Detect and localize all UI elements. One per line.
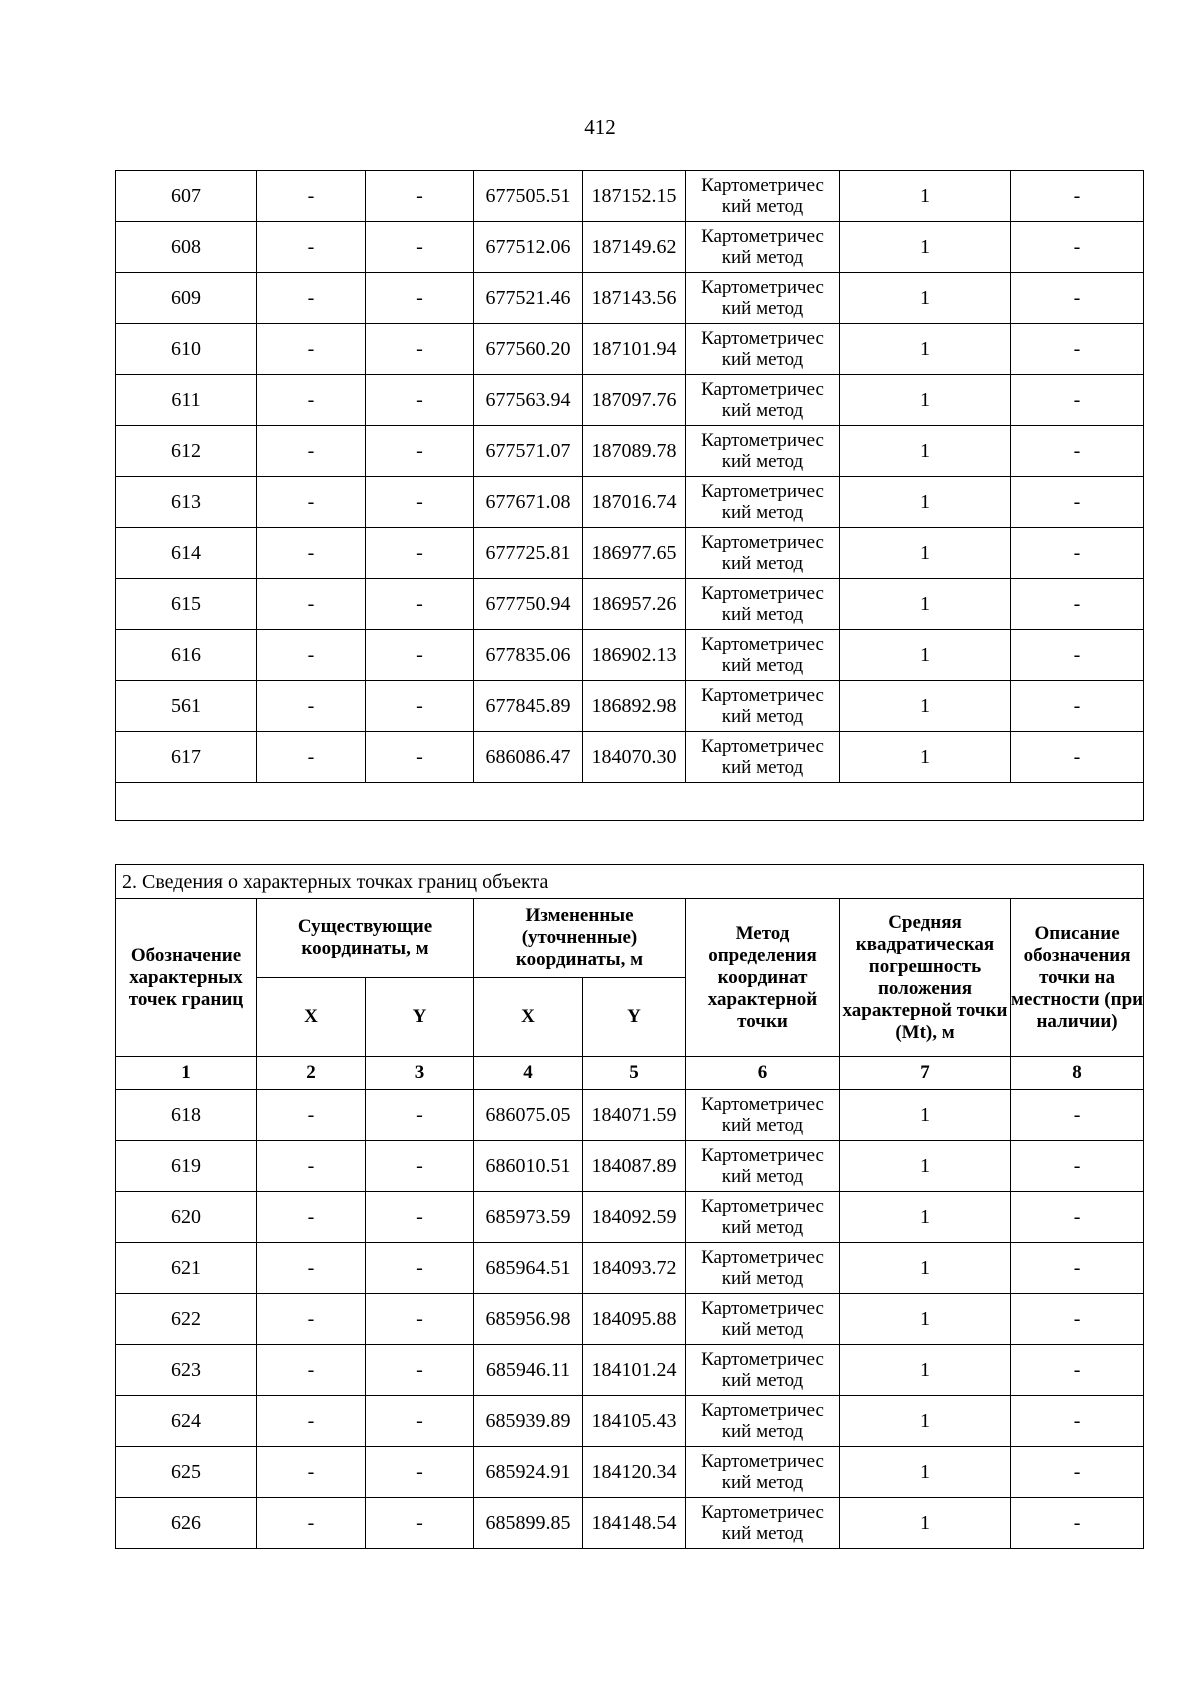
description-cell: - [1011, 1090, 1144, 1141]
changed-x-cell: 686075.05 [474, 1090, 583, 1141]
point-id-cell: 615 [116, 579, 257, 630]
table-row [116, 1396, 1144, 1447]
mt-cell: 1 [840, 1294, 1011, 1345]
empty-cell [116, 783, 1144, 821]
description-cell: - [1011, 681, 1144, 732]
description-cell: - [1011, 171, 1144, 222]
existing-x-cell: - [257, 1447, 366, 1498]
changed-y-cell: 187149.62 [583, 222, 686, 273]
changed-y-cell: 186957.26 [583, 579, 686, 630]
existing-x-cell: - [257, 171, 366, 222]
header-changed-x: X [474, 978, 583, 1057]
existing-y-cell: - [366, 630, 474, 681]
existing-y-cell: - [366, 1498, 474, 1549]
changed-x-cell: 685946.11 [474, 1345, 583, 1396]
existing-x-cell: - [257, 1345, 366, 1396]
existing-y-cell: - [366, 1192, 474, 1243]
point-id-cell: 619 [116, 1141, 257, 1192]
changed-x-cell: 685939.89 [474, 1396, 583, 1447]
method-cell: Картометричес кий метод [686, 1141, 840, 1192]
mt-cell: 1 [840, 732, 1011, 783]
point-id-cell: 617 [116, 732, 257, 783]
page-number: 412 [584, 115, 616, 139]
method-cell: Картометричес кий метод [686, 426, 840, 477]
table-row [116, 222, 1144, 273]
existing-x-cell: - [257, 273, 366, 324]
mt-cell: 1 [840, 375, 1011, 426]
existing-x-cell: - [257, 630, 366, 681]
mt-cell: 1 [840, 528, 1011, 579]
header-existing-x: X [257, 978, 366, 1057]
existing-y-cell: - [366, 1243, 474, 1294]
point-id-cell: 613 [116, 477, 257, 528]
changed-y-cell: 187016.74 [583, 477, 686, 528]
point-id-cell: 626 [116, 1498, 257, 1549]
column-numbers-row [116, 1057, 1144, 1090]
column-number: 6 [686, 1057, 840, 1090]
changed-x-cell: 677563.94 [474, 375, 583, 426]
changed-x-cell: 677750.94 [474, 579, 583, 630]
table-row [116, 273, 1144, 324]
column-number: 8 [1011, 1057, 1144, 1090]
empty-row [116, 783, 1144, 821]
changed-x-cell: 685899.85 [474, 1498, 583, 1549]
existing-x-cell: - [257, 1090, 366, 1141]
table-row [116, 630, 1144, 681]
header-row-1 [116, 899, 1144, 978]
changed-y-cell: 184087.89 [583, 1141, 686, 1192]
header-existing-y: Y [366, 978, 474, 1057]
method-cell: Картометричес кий метод [686, 1090, 840, 1141]
description-cell: - [1011, 324, 1144, 375]
changed-x-cell: 685964.51 [474, 1243, 583, 1294]
table-title: 2. Сведения о характерных точках границ объекта [116, 865, 1144, 899]
existing-y-cell: - [366, 273, 474, 324]
method-cell: Картометричес кий метод [686, 324, 840, 375]
table-row [116, 732, 1144, 783]
table-row [116, 1294, 1144, 1345]
existing-y-cell: - [366, 1345, 474, 1396]
existing-x-cell: - [257, 1498, 366, 1549]
table-row [116, 426, 1144, 477]
existing-y-cell: - [366, 324, 474, 375]
existing-y-cell: - [366, 375, 474, 426]
mt-cell: 1 [840, 273, 1011, 324]
table-row [116, 1447, 1144, 1498]
changed-y-cell: 184092.59 [583, 1192, 686, 1243]
changed-x-cell: 677521.46 [474, 273, 583, 324]
method-cell: Картометричес кий метод [686, 732, 840, 783]
table-row [116, 1498, 1144, 1549]
mt-cell: 1 [840, 1396, 1011, 1447]
existing-x-cell: - [257, 528, 366, 579]
changed-y-cell: 184093.72 [583, 1243, 686, 1294]
existing-y-cell: - [366, 1090, 474, 1141]
changed-x-cell: 686010.51 [474, 1141, 583, 1192]
method-cell: Картометричес кий метод [686, 375, 840, 426]
column-number: 4 [474, 1057, 583, 1090]
method-cell: Картометричес кий метод [686, 1498, 840, 1549]
changed-y-cell: 184148.54 [583, 1498, 686, 1549]
existing-y-cell: - [366, 579, 474, 630]
point-id-cell: 620 [116, 1192, 257, 1243]
table-row [116, 528, 1144, 579]
mt-cell: 1 [840, 1498, 1011, 1549]
coordinates-table-continued [115, 170, 1144, 821]
mt-cell: 1 [840, 1192, 1011, 1243]
description-cell: - [1011, 222, 1144, 273]
existing-y-cell: - [366, 1294, 474, 1345]
existing-x-cell: - [257, 1192, 366, 1243]
header-mt: Средняя квадратическая погрешность положения характерной точки (Mt), м [840, 899, 1011, 1057]
point-id-cell: 607 [116, 171, 257, 222]
point-id-cell: 608 [116, 222, 257, 273]
table-title-row [116, 865, 1144, 899]
changed-x-cell: 677725.81 [474, 528, 583, 579]
existing-x-cell: - [257, 375, 366, 426]
description-cell: - [1011, 1396, 1144, 1447]
existing-y-cell: - [366, 732, 474, 783]
changed-y-cell: 184095.88 [583, 1294, 686, 1345]
changed-y-cell: 186977.65 [583, 528, 686, 579]
mt-cell: 1 [840, 1141, 1011, 1192]
method-cell: Картометричес кий метод [686, 222, 840, 273]
changed-x-cell: 677560.20 [474, 324, 583, 375]
existing-y-cell: - [366, 681, 474, 732]
description-cell: - [1011, 1141, 1144, 1192]
method-cell: Картометричес кий метод [686, 1243, 840, 1294]
description-cell: - [1011, 273, 1144, 324]
existing-y-cell: - [366, 528, 474, 579]
header-method: Метод определения координат характерной точки [686, 899, 840, 1057]
description-cell: - [1011, 375, 1144, 426]
point-id-cell: 622 [116, 1294, 257, 1345]
changed-x-cell: 685973.59 [474, 1192, 583, 1243]
description-cell: - [1011, 1447, 1144, 1498]
point-id-cell: 623 [116, 1345, 257, 1396]
existing-y-cell: - [366, 171, 474, 222]
method-cell: Картометричес кий метод [686, 273, 840, 324]
existing-x-cell: - [257, 579, 366, 630]
changed-y-cell: 184071.59 [583, 1090, 686, 1141]
existing-x-cell: - [257, 222, 366, 273]
existing-x-cell: - [257, 1396, 366, 1447]
changed-y-cell: 184101.24 [583, 1345, 686, 1396]
description-cell: - [1011, 579, 1144, 630]
existing-x-cell: - [257, 1141, 366, 1192]
column-number: 5 [583, 1057, 686, 1090]
table-row [116, 681, 1144, 732]
mt-cell: 1 [840, 171, 1011, 222]
changed-x-cell: 677845.89 [474, 681, 583, 732]
point-id-cell: 612 [116, 426, 257, 477]
header-designation: Обозначение характерных точек границ [116, 899, 257, 1057]
description-cell: - [1011, 477, 1144, 528]
description-cell: - [1011, 528, 1144, 579]
changed-x-cell: 677505.51 [474, 171, 583, 222]
table-row [116, 171, 1144, 222]
method-cell: Картометричес кий метод [686, 579, 840, 630]
header-changed-y: Y [583, 978, 686, 1057]
table-row [116, 324, 1144, 375]
existing-x-cell: - [257, 324, 366, 375]
point-id-cell: 621 [116, 1243, 257, 1294]
description-cell: - [1011, 1345, 1144, 1396]
method-cell: Картометричес кий метод [686, 528, 840, 579]
mt-cell: 1 [840, 222, 1011, 273]
existing-x-cell: - [257, 477, 366, 528]
mt-cell: 1 [840, 579, 1011, 630]
point-id-cell: 616 [116, 630, 257, 681]
existing-y-cell: - [366, 477, 474, 528]
changed-x-cell: 677512.06 [474, 222, 583, 273]
description-cell: - [1011, 426, 1144, 477]
existing-x-cell: - [257, 732, 366, 783]
changed-y-cell: 186902.13 [583, 630, 686, 681]
changed-x-cell: 685956.98 [474, 1294, 583, 1345]
point-id-cell: 618 [116, 1090, 257, 1141]
changed-y-cell: 187152.15 [583, 171, 686, 222]
existing-y-cell: - [366, 1396, 474, 1447]
changed-x-cell: 685924.91 [474, 1447, 583, 1498]
method-cell: Картометричес кий метод [686, 1192, 840, 1243]
changed-y-cell: 187097.76 [583, 375, 686, 426]
mt-cell: 1 [840, 681, 1011, 732]
description-cell: - [1011, 1498, 1144, 1549]
header-description: Описание обозначения точки на местности (при наличии) [1011, 899, 1144, 1057]
method-cell: Картометричес кий метод [686, 1396, 840, 1447]
changed-y-cell: 184105.43 [583, 1396, 686, 1447]
changed-y-cell: 186892.98 [583, 681, 686, 732]
point-id-cell: 624 [116, 1396, 257, 1447]
changed-y-cell: 184070.30 [583, 732, 686, 783]
table-row [116, 477, 1144, 528]
mt-cell: 1 [840, 477, 1011, 528]
mt-cell: 1 [840, 324, 1011, 375]
changed-y-cell: 187143.56 [583, 273, 686, 324]
changed-y-cell: 184120.34 [583, 1447, 686, 1498]
method-cell: Картометричес кий метод [686, 681, 840, 732]
existing-x-cell: - [257, 426, 366, 477]
point-id-cell: 611 [116, 375, 257, 426]
column-number: 1 [116, 1057, 257, 1090]
table-row [116, 1345, 1144, 1396]
description-cell: - [1011, 1294, 1144, 1345]
changed-y-cell: 187101.94 [583, 324, 686, 375]
existing-y-cell: - [366, 426, 474, 477]
mt-cell: 1 [840, 1447, 1011, 1498]
mt-cell: 1 [840, 426, 1011, 477]
existing-y-cell: - [366, 1447, 474, 1498]
changed-y-cell: 187089.78 [583, 426, 686, 477]
method-cell: Картометричес кий метод [686, 630, 840, 681]
table-row [116, 1243, 1144, 1294]
description-cell: - [1011, 732, 1144, 783]
table-row [116, 1141, 1144, 1192]
mt-cell: 1 [840, 1243, 1011, 1294]
method-cell: Картометричес кий метод [686, 171, 840, 222]
mt-cell: 1 [840, 630, 1011, 681]
table-row [116, 375, 1144, 426]
existing-y-cell: - [366, 222, 474, 273]
mt-cell: 1 [840, 1345, 1011, 1396]
header-existing-coords: Существующие координаты, м [257, 899, 474, 978]
table-row [116, 579, 1144, 630]
point-id-cell: 610 [116, 324, 257, 375]
changed-x-cell: 686086.47 [474, 732, 583, 783]
existing-x-cell: - [257, 1294, 366, 1345]
method-cell: Картометричес кий метод [686, 1345, 840, 1396]
mt-cell: 1 [840, 1090, 1011, 1141]
column-number: 7 [840, 1057, 1011, 1090]
existing-x-cell: - [257, 1243, 366, 1294]
column-number: 3 [366, 1057, 474, 1090]
boundary-points-table [115, 864, 1144, 1549]
changed-x-cell: 677671.08 [474, 477, 583, 528]
header-changed-coords: Измененные (уточненные) координаты, м [474, 899, 686, 978]
method-cell: Картометричес кий метод [686, 477, 840, 528]
description-cell: - [1011, 1192, 1144, 1243]
point-id-cell: 561 [116, 681, 257, 732]
existing-x-cell: - [257, 681, 366, 732]
table-row [116, 1090, 1144, 1141]
existing-y-cell: - [366, 1141, 474, 1192]
point-id-cell: 609 [116, 273, 257, 324]
point-id-cell: 614 [116, 528, 257, 579]
method-cell: Картометричес кий метод [686, 1294, 840, 1345]
description-cell: - [1011, 1243, 1144, 1294]
changed-x-cell: 677835.06 [474, 630, 583, 681]
table-row [116, 1192, 1144, 1243]
column-number: 2 [257, 1057, 366, 1090]
changed-x-cell: 677571.07 [474, 426, 583, 477]
method-cell: Картометричес кий метод [686, 1447, 840, 1498]
point-id-cell: 625 [116, 1447, 257, 1498]
description-cell: - [1011, 630, 1144, 681]
